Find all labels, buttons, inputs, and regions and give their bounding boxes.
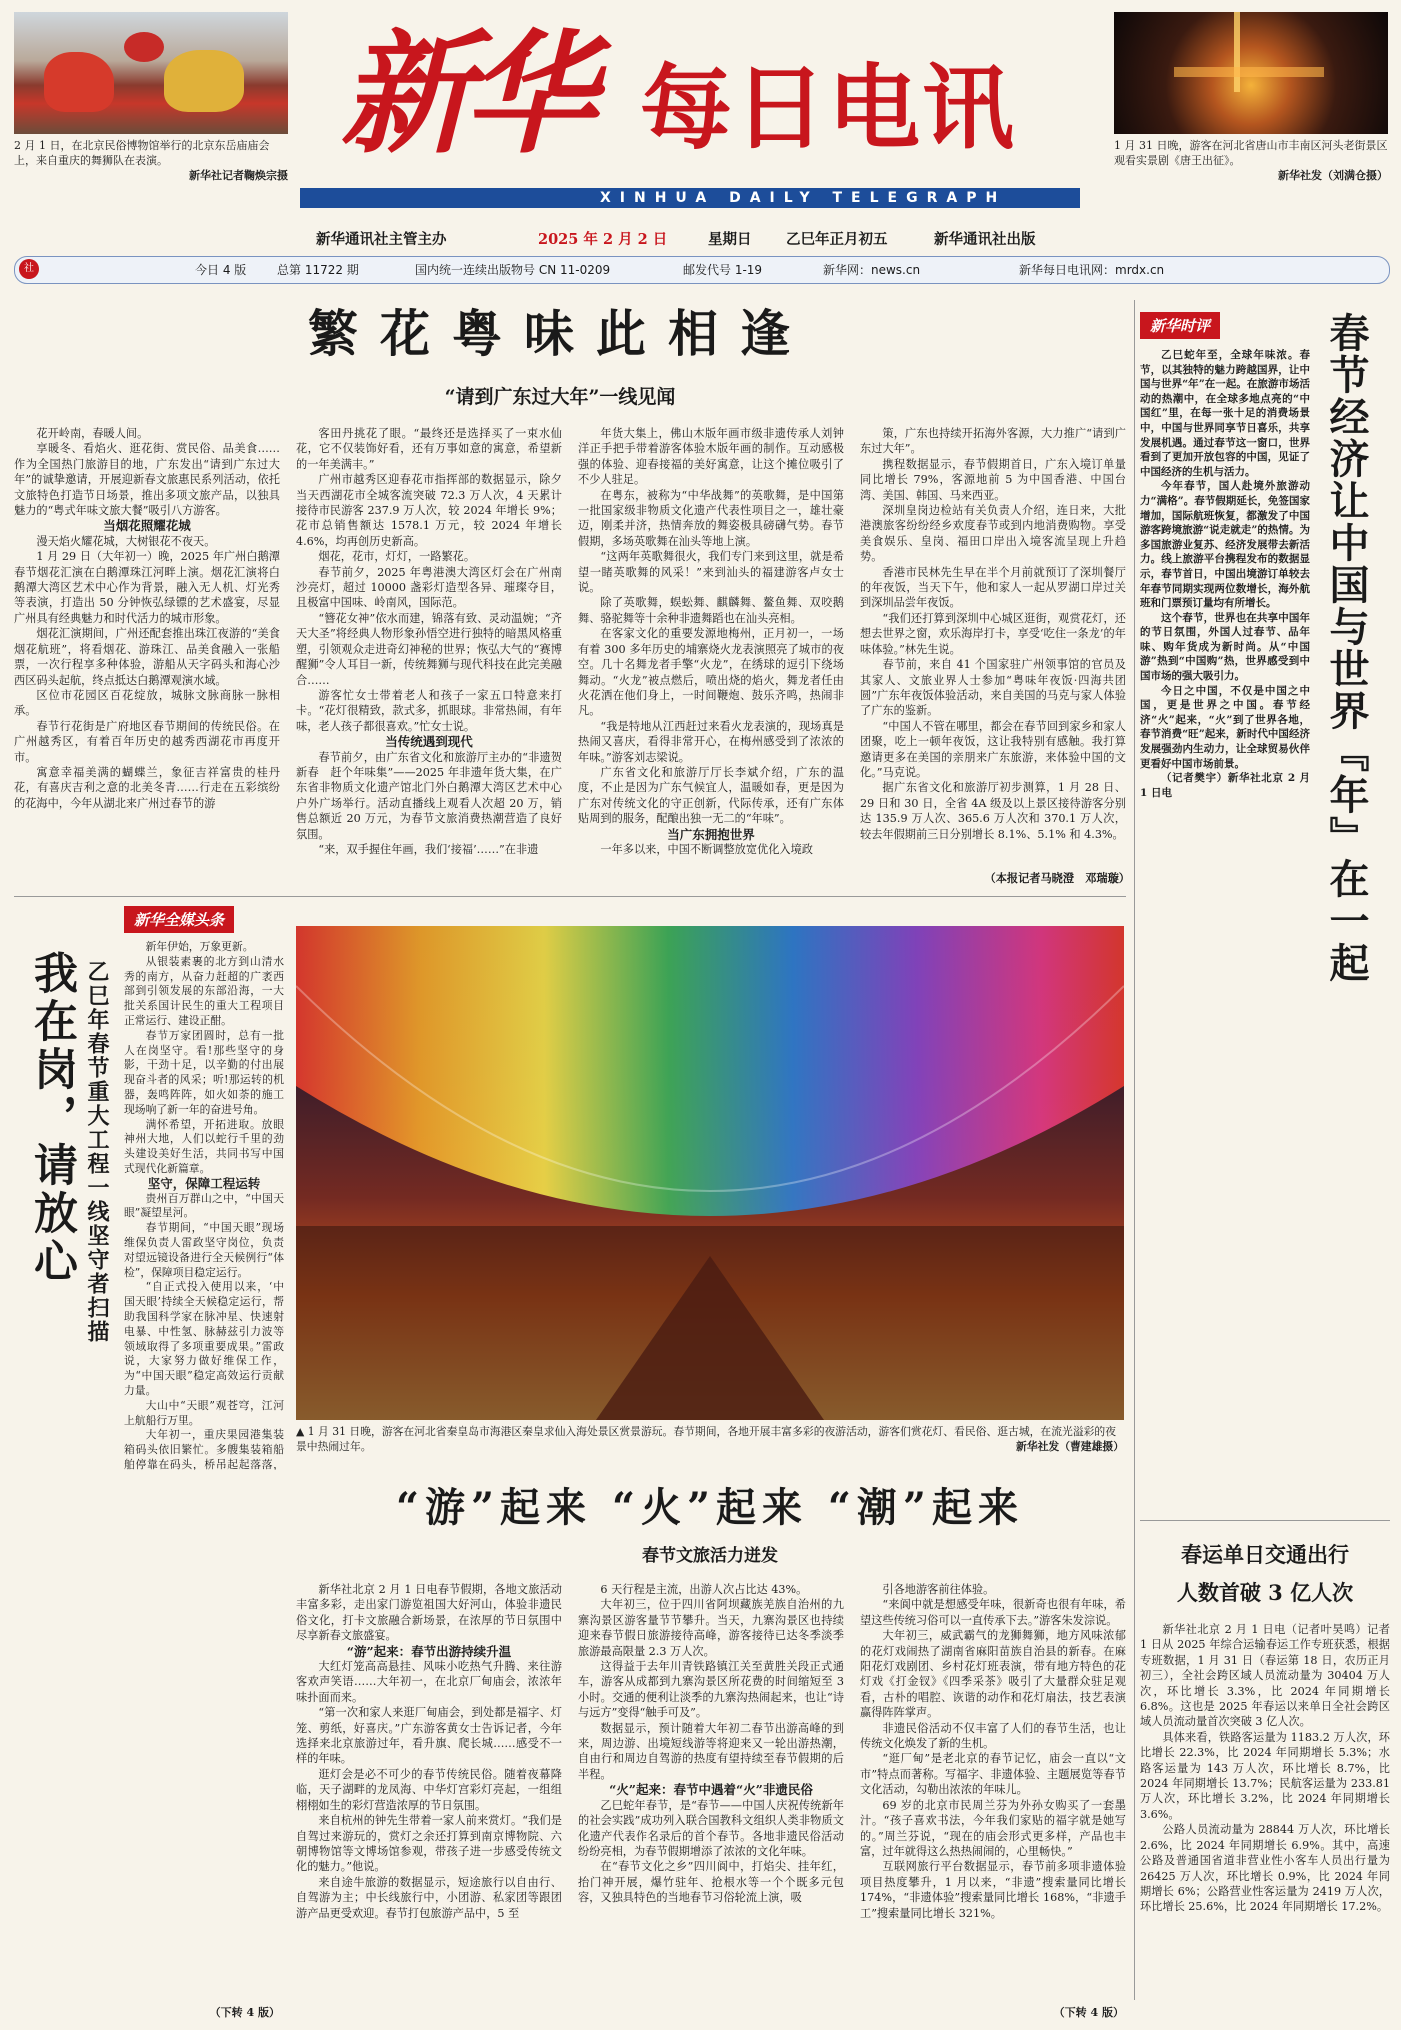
- info-pages: 今日 4 版: [195, 263, 247, 277]
- paragraph: 在粤东，被称为“中华战舞”的英歌舞，是中国第一批国家级非物质文化遗产代表性项目之一，雄壮豪迈，刚柔并济，热情奔放的舞姿极具磅礴气势。春节假期，多场英歌舞在汕头等地上演。: [578, 488, 844, 548]
- paragraph: 游客忙女士带着老人和孩子一家五口特意来打卡。“花灯很精致，款式多，抓眼球。非常热闹，有年味，老人孩子都很喜欢。”忙女士说。: [296, 688, 562, 733]
- paragraph: 大红灯笼高高悬挂、风味小吃热气升腾、来往游客欢声笑语……大年初一，在北京厂甸庙会，浓浓年味扑面而来。: [296, 1660, 562, 1704]
- paragraph: 广州市越秀区迎春花市指挥部的数据显示，除夕当天西湖花市全城客流突破 72.3 万人次，4 天累计接待市民游客 237.9 万人次，较 2024 年增长 9%；花市总销售额达 1578.1 万元，较 2024 年增长 4.6%，均再创历史新高。: [296, 473, 562, 548]
- tourism-title: “游”起来 “火”起来 “潮”起来: [396, 1484, 1024, 1531]
- info-mobile: 新华每日电讯网：mrdx.cn: [1019, 263, 1165, 277]
- masthead-english: XINHUA DAILY TELEGRAPH: [600, 190, 1007, 206]
- left-feature-tag: 新华全媒头条: [124, 906, 234, 933]
- paragraph: 大山中“天眼”观苍穹，江河上航船行万里。: [124, 1398, 284, 1427]
- tourism-col-1: [296, 1582, 562, 2022]
- tourism-jump: （下转 4 版）: [1053, 2006, 1124, 2019]
- paragraph: 今日之中国，不仅是中国之中国，更是世界之中国。春节经济“火”起来，“火”到了世界各地，春节消费“旺”起来，新时代中国经济发展强劲内生动力，让全球贸易伙伴更看好中国市场前景。: [1140, 684, 1310, 770]
- caption-text: 2 月 1 日，在北京民俗博物馆举行的北京东岳庙庙会上，来自重庆的舞狮队在表演。: [14, 139, 270, 167]
- info-issue: 总第 11722 期: [277, 263, 359, 277]
- paragraph: 数据显示，预计随着大年初二春节出游高峰的到来，周边游、出境短线游等将迎来又一轮出游热潮，自由行和周边自驾游的热度有望持续至春节假期的后半程。: [578, 1721, 844, 1781]
- paragraph: 深圳皇岗边检站有关负责人介绍，连日来，大批港澳旅客纷纷经乡欢度春节或到内地消费购物。享受美食娱乐、皇岗、福田口岸出入境客流呈现上升趋势。: [860, 504, 1126, 564]
- paragraph: 来自杭州的钟先生带着一家人前来赏灯。“我们是自驾过来游玩的，赏灯之余还打算到南京博物院、六朝博物馆等文博场馆参观，带孩子进一步感受传统文化的魅力。”他说。: [296, 1814, 562, 1874]
- section-subheading: “游”起来：春节出游持续升温: [346, 1643, 512, 1659]
- lead-col-4: [860, 426, 1126, 866]
- paragraph: 香港市民林先生早在半个月前就预订了深圳餐厅的年夜饭，当天下午，他和家人一起从罗湖口岸过关到深圳品尝年夜饭。: [860, 565, 1126, 610]
- info-post: 邮发代号 1-19: [683, 263, 763, 277]
- paragraph: “这两年英歌舞很火，我们专门来到这里，就是希望一睹英歌舞的风采！”来到汕头的福建游客卢女士说。: [578, 550, 844, 595]
- paragraph: 具体来看，铁路客运量为 1183.2 万人次，环比增长 22.3%，比 2024 年同期增长 5.3%；水路客运量为 143 万人次，环比增长 8.7%，比 2024 年同期增长 13.7%；民航客运量为 233.81 万人次，环比增长 3.2%，比 2024 年同期增长 3.6%。: [1140, 1730, 1390, 1821]
- paragraph: 春节行花街是广府地区春节期间的传统民俗。在广州越秀区，有着百年历史的越秀西湖花市再度开市。: [14, 719, 280, 764]
- paragraph: 6 天行程是主流，出游人次占比达 43%。: [600, 1583, 808, 1596]
- paragraph: 这个春节，世界也在共享中国年的节日氛围，外国人过春节、品年味、购年货成为新时尚。从“中国游”热到“中国购”热，世界感受到中国市场的强大吸引力。: [1140, 611, 1310, 683]
- paragraph: 除了英歌舞，蜈蚣舞、麒麟舞、鳌鱼舞、双咬鹅舞、骆驼舞等十余种非遗舞蹈也在汕头亮相。: [578, 596, 844, 625]
- left-feature-text-top: [124, 940, 284, 1470]
- paragraph: “来阆中就是想感受年味，很新奇也很有年味，希望这些传统习俗可以一直传承下去。”游客朱发淙说。: [860, 1598, 1126, 1627]
- center-photo: [296, 926, 1124, 1420]
- section-subheading: 坚守，保障工程运转: [147, 1175, 261, 1191]
- divider: [1140, 1520, 1390, 1521]
- paragraph: 满怀希望，开拓进取。放眼神州大地，人们以蛇行千里的劲头建设美好生活，共同书写中国式现代化新篇章。: [124, 1117, 284, 1175]
- paragraph: 新华社北京 2 月 1 日电春节假期，各地文旅活动丰富多彩，走出家门游览祖国大好河山，体验非遗民俗文化，打卡文旅融合新场景，在浓厚的节日氛围中尽享新春文旅盛宴。: [296, 1583, 562, 1643]
- paragraph: 1 月 29 日（大年初一）晚，2025 年广州白鹅潭春节烟花汇演在白鹅潭珠江河畔上演。烟花汇演将白鹅潭大湾区艺术中心作为背景，融入无人机、灯光秀等表演，打造出 50 分钟恢弘绿镖的艺术盛宴，尽显广州具有经典魅力和时代活力的城市形象。: [14, 550, 280, 625]
- paragraph: “逛厂甸”是老北京的春节记忆，庙会一直以“文市”特点而著称。写福字、非遗体验、主题展览等春节文化活动，勾勒出浓浓的年味儿。: [860, 1752, 1126, 1797]
- paragraph: “第一次和家人来逛厂甸庙会，到处都是福字、灯笼、剪纸，好喜庆。”广东游客黄女士告诉记者，今年选择来北京旅游过年，看升旗、爬长城……感受不一样的年味。: [296, 1706, 562, 1766]
- paragraph: 一年多以来，中国不断调整放宽优化入境政: [600, 842, 813, 856]
- paragraph: 享暖冬、看焰火、逛花街、赏民俗、品美食……作为全国热门旅游目的地，广东发出“请到广东过大年”的诚挚邀请，开展迎新春文旅惠民系列活动，依托文旅特色打造节日场景，推出多项文旅产品，以独具魅力的“粤式年味文旅大餐”吸引八方游客。: [14, 442, 280, 518]
- paragraph: 广东省文化和旅游厅厅长李斌介绍，广东的温度，不止是因为广东气候宜人，温暖如春，更是因为广东对传统文化的守正创新，代际传承，还有广东体贴周到的服务，配酿出独一无二的“年味”。: [578, 765, 844, 826]
- paragraph: 春节万家团圆时，总有一批人在岗坚守。看!那些坚守的身影，干劲十足，以辛勤的付出展现奋斗者的风采；听!那运转的机器，轰鸣阵阵，如火如荼的施工现场响了新一年的奋进号角。: [124, 1028, 284, 1116]
- paragraph: 据广东省文化和旅游厅初步测算，1 月 28 日、29 日和 30 日，全省 4A 级及以上景区接待游客分别达 135.9 万人次、365.6 万人次和 370.1 万人次，较去年假期前三日分别增长 8.1%、5.1% 和 4.3%。: [860, 781, 1126, 841]
- paragraph: 逛灯会是必不可少的春节传统民俗。随着夜幕降临，天子湖畔的龙凤海、中华灯宫彩灯亮起，一组组栩栩如生的彩灯营造浓厚的节日氛围。: [296, 1767, 562, 1812]
- lead-story-subtitle: “请到广东过大年”一线见闻: [444, 386, 676, 408]
- weekday: 星期日: [708, 231, 752, 248]
- transport-title-2: 人数首破 3 亿人次: [1176, 1580, 1354, 1605]
- transport-text: [1140, 1622, 1390, 2018]
- paragraph: “我是特地从江西赶过来看火龙表演的，现场真是热闹又喜庆，看得非常开心，在梅州感受到了浓浓的年味。”游客刘志梁说。: [578, 719, 844, 764]
- masthead-block-title: 每日电讯: [640, 55, 1017, 162]
- photo-credit: 新华社发（曹建雄摄）: [1016, 1440, 1124, 1453]
- paragraph: 互联网旅行平台数据显示，春节前多项非遗体验项目热度攀升，1 月以来，“非遗”搜索量同比增长 174%，“非遗体验”搜索量同比增长 168%，“非遗手工”搜索量同比增长 321%。: [860, 1860, 1126, 1920]
- lead-byline: （本报记者马晓澄 邓瑞璇）: [984, 871, 1130, 885]
- paragraph: 非遗民俗活动不仅丰富了人们的春节生活，也让传统文化焕发了新的生机。: [860, 1721, 1126, 1751]
- paragraph: 携程数据显示，春节假期首日，广东入境订单量同比增长 79%，客源地前 5 为中国香港、中国台湾、美国、韩国、马来西亚。: [860, 457, 1126, 502]
- center-photo-caption: [296, 1424, 1124, 1454]
- paragraph: 花开岭南，春暖人间。: [36, 427, 149, 440]
- top-left-photo-caption: [14, 138, 288, 183]
- paragraph: 在“春节文化之乡”四川阆中，打焰尖、挂年红，抬门神开展，爆竹驻年、抢根水等一个个既多元包容，又独具特色的当地春节习俗轮流上演，吸: [578, 1860, 844, 1905]
- paragraph: 春节前夕，2025 年粤港澳大湾区灯会在广州南沙亮灯，超过 10000 盏彩灯造型各异、璀璨夺目，且极富中国味、岭南风，国际范。: [296, 565, 562, 610]
- top-right-photo-caption: [1114, 138, 1388, 183]
- paragraph: 今年春节，国人赴境外旅游动力“满格”。春节假期延长，免签国家增加，国际航班恢复，都激发了中国游客跨境旅游“说走就走”的热情。为多国旅游业复苏、经济发展带去新活力。线上旅游平台携程发布的数据显示，春节首日，中国出境游订单较去年春节同期实现两位数增长，海外航班和门票预订量均有所增长。: [1140, 480, 1310, 610]
- paragraph: 漫天焰火耀花城，大树银花不夜天。: [36, 534, 216, 548]
- left-feature-title: 我在岗，请放心: [26, 950, 77, 1286]
- lunar-date: 乙巳年正月初五: [786, 231, 888, 248]
- divider: [1134, 300, 1135, 2000]
- section-subheading: 当广东拥抱世界: [667, 826, 755, 842]
- paragraph: 策，广东也持续开拓海外客源，大力推广“请到广东过大年”。: [860, 427, 1126, 456]
- issue-date: 2025 年 2 月 2 日: [538, 231, 668, 248]
- paragraph: 春节期间，“中国天眼”现场维保负责人雷政坚守岗位，负责对望远镜设备进行全天候例行“体检”，保障项目稳定运行。: [124, 1221, 284, 1279]
- paragraph: “我们还打算到深圳中心城区逛街，观赏花灯，还想去世界之窗，欢乐海岸打卡，享受‘吃住一条龙’的年味体验。”林先生说。: [860, 611, 1126, 656]
- paragraph: 乙巳蛇年春节，是“春节——中国人庆祝传统新年的社会实践”成功列入联合国教科文组织人类非物质文化遗产代表作名录后的首个春节。各地非遗民俗活动纷纷亮相，为春节假期增添了浓浓的文化年味。: [578, 1798, 844, 1858]
- lead-story-title: 繁花粤味此相逢: [308, 304, 812, 363]
- paragraph: 乙巳蛇年至，全球年味浓。春节，以其独特的魅力跨越国界，让中国与世界“年”在一起。在旅游市场活动的热潮中，在全球多地点亮的“中国红”里，在每一张十足的消费场景中，中国与世界同享节日喜乐，共享发展机遇。通过春节这一窗口，世界看到了更加开放包容的中国，见证了中国经济的生机与活力。: [1140, 349, 1310, 478]
- paragraph: 69 岁的北京市民周兰芬为外孙女购买了一套墨汁。“孩子喜欢书法，今年我们家贴的福字就是她写的。”周兰芬说，“现在的庙会形式更多样，产品也丰富，过年就得这么热热闹闹的，心里畅快。”: [860, 1798, 1126, 1858]
- paragraph: 大年初三，位于四川省阿坝藏族羌族自治州的九寨沟景区游客量节节攀升。当天，九寨沟景区也持续迎来春节假日旅游接待高峰，游客接待已达冬季淡季旅游最高限量 2.3 万人次。: [578, 1598, 844, 1658]
- paragraph: “中国人不管在哪里，都会在春节回到家乡和家人团聚，吃上一顿年夜饭，这让我特别有感触。我打算邀请更多在美国的亲朋来广东旅游，来体验中国的文化。”马克说。: [860, 719, 1126, 779]
- paragraph: 大年初三，威武霸气的龙狮舞狮，地方风味浓郁的花灯戏闹热了湖南省麻阳苗族自治县的新春。在麻阳花灯戏剧团、乡村花灯班表演，带有地方特色的花灯戏《打金钗》《四季采茶》吸引了大量群众驻足观看，古朴的唱腔、诙谐的动作和花灯扇法，技艺表演赢得阵阵掌声。: [860, 1629, 1126, 1720]
- transport-title-1: 春运单日交通出行: [1181, 1542, 1349, 1567]
- section-subheading: “火”起来：春节中遇着“火”非遗民俗: [609, 1782, 813, 1798]
- lead-col-1: [14, 426, 280, 880]
- paragraph: 寓意幸福美满的蝴蝶兰，象征吉祥富贵的桂丹花，有喜庆吉利之意的北美冬青……行走在五彩缤纷的花海中，今年从湖北来广州过春节的游: [14, 765, 280, 810]
- paragraph: 来自途牛旅游的数据显示，短途旅行以自由行、自驾游为主；中长线旅行中，小团游、私家团等跟团游产品更受欢迎。春节打包旅游产品中，5 至: [296, 1875, 562, 1920]
- info-web: 新华网：news.cn: [823, 263, 921, 277]
- paragraph: 引各地游客前往体验。: [882, 1583, 995, 1596]
- info-bar: [14, 256, 1390, 284]
- paragraph: 烟花汇演期间，广州还配套推出珠江夜游的“美食烟花航班”，将看烟花、游珠江、品美食融入一张船票，一次行程享多种体验，游船从天字码头和海心沙西区码头起航，终点抵达白鹅潭观演水域。: [14, 627, 280, 687]
- top-left-photo: [14, 12, 288, 134]
- paragraph: 新年伊始，万象更新。: [145, 940, 254, 953]
- paragraph: 这得益于去年川青铁路镇江关至黄胜关段正式通车，游客从成都到九寨沟景区所花费的时间缩短至 3 小时。交通的便利让淡季的九寨沟热闹起来，也让“诗与远方”变得“触手可及”。: [578, 1660, 844, 1720]
- paragraph: “来，双手握住年画，我们‘接福’……”在非遗: [318, 842, 539, 856]
- paragraph: 春节前夕，由广东省文化和旅游厅主办的“非遗贺新春 赶个年味集”——2025 年非遗年货大集，在广东省非物质文化遗产馆北门外白鹅潭大湾区艺术中心户外广场举行。活动直播线上观看人次超 20 万，销售总额近 20 万元，为春节文旅消费热潮营造了良好氛围。: [296, 750, 562, 841]
- paragraph: 在客家文化的重要发源地梅州，正月初一，一场有着 300 多年历史的埔寨烧火龙表演照亮了城市的夜空。几十名舞龙者手擎“火龙”，在绣球的逗引下绕场舞动。“火龙”被点燃后，喷出烧的焰火，舞龙者任由火花洒在他们身上，一时间鞭炮、鼓乐齐鸣，热闹非凡。: [578, 627, 844, 718]
- caption-text: 1 月 31 日晚，游客在河北省唐山市丰南区河头老街景区观看实景剧《唐王出征》。: [1114, 139, 1388, 167]
- commentary-title: 春节经济让中国与世界『年』在一起: [1323, 312, 1370, 984]
- paragraph: （记者樊宇）新华社北京 2 月 1 日电: [1140, 772, 1310, 799]
- tourism-subtitle: 春节文旅活力迸发: [642, 1546, 778, 1566]
- masthead-dateline: [316, 228, 1116, 250]
- paragraph: 新华社北京 2 月 1 日电（记者叶昊鸣）记者 1 日从 2025 年综合运输春运工作专班获悉，根据专班数据，1 月 31 日（春运第 18 日，农历正月初三），全社会跨区域人员流动量为 30404 万人次，环比增长 3.3%，比 2024 年同期增长 6.8%。这也是 2025 年春运以来单日全社会跨区域人员流动量首次突破 3 亿人次。: [1140, 1623, 1390, 1729]
- paragraph: 年货大集上，佛山木版年画市级非遗传承人刘钟洋正手把手带着游客体验木版年画的制作。互动感极强的体验、迎春接福的美好寓意，让这个摊位吸引了不少人驻足。: [578, 427, 844, 487]
- lead-col-2: [296, 426, 562, 880]
- caption-text: ▲ 1 月 31 日晚，游客在河北省秦皇岛市海港区秦皇求仙入海处景区赏景游玩。春节期间，各地开展丰富多彩的夜游活动，游客们赏花灯、看民俗、逛古城，在流光溢彩的夜景中热闹过年。: [296, 1425, 1117, 1453]
- photo-credit: 新华社记者鞠焕宗摄: [189, 169, 288, 182]
- center-photo-ribbons: [296, 926, 1124, 1420]
- masthead-logo: [300, 10, 1100, 210]
- publisher: 新华通讯社出版: [934, 231, 1036, 248]
- paragraph: 从银装素裹的北方到山清水秀的南方，从奋力赶超的广袤西部到引领发展的东部沿海，一大批关系国计民生的重大工程项目正常运行、建设正酣。: [124, 954, 284, 1027]
- commentary-text: [1140, 348, 1310, 1168]
- left-feature-jump: （下转 4 版）: [209, 2006, 280, 2019]
- paragraph: 春节前，来自 41 个国家驻广州领事馆的官员及其家人、文旅业界人士参加“粤味年夜饭·四海共团圆”广东年夜饭体验活动，来自美国的马克与家人体验了广东的鉴新。: [860, 658, 1126, 718]
- lead-col-3: [578, 426, 844, 880]
- divider: [14, 896, 1126, 897]
- photo-credit: 新华社发（刘满仓摄）: [1278, 169, 1388, 182]
- tourism-col-3: [860, 1582, 1126, 2000]
- tourism-col-2: [578, 1582, 844, 2022]
- section-subheading: 当烟花照耀花城: [103, 518, 191, 534]
- paragraph: “簪花女神”依水而建，锦落有致、灵动温婉；“齐天大圣”将经典人物形象孙悟空进行独特的暗黑风格重塑，引领观众走进奇幻神秘的世界；恢弘大气的“赛博醒狮”令人耳目一新，传统舞狮与现代科技在此完美融合……: [296, 611, 562, 687]
- xinhua-seal-icon: 社: [19, 259, 39, 279]
- paragraph: 客田丹挑花了眼。“最终还是选择买了一束水仙花，它不仅装饰好看，还有万事如意的寓意，希望新的一年美满丰。”: [296, 427, 562, 471]
- sponsor: 新华通讯社主管主办: [316, 231, 447, 248]
- info-cn: 国内统一连续出版物号 CN 11-0209: [415, 263, 611, 277]
- paragraph: 区位市花园区百花绽放，城脉文脉商脉一脉相承。: [14, 688, 280, 718]
- paragraph: 大年初一，重庆果园港集装箱码头依旧繁忙。多艘集装箱船舶停靠在码头，桥吊起起落落，: [124, 1428, 284, 1470]
- section-subheading: 当传统遇到现代: [385, 734, 473, 750]
- top-right-photo: [1114, 12, 1388, 134]
- paragraph: “自正式投入使用以来，‘中国天眼’持续全天候稳定运行，帮助我国科学家在脉冲星、快速射电暴、中性氢、脉赫兹引力波等领域取得了多项重要成果。”雷政说，大家努力做好维保工作，为“中国天眼”稳定高效运行贡献力量。: [124, 1280, 284, 1397]
- commentary-tag: 新华时评: [1140, 312, 1220, 339]
- left-feature-subtitle: 乙巳年春节重大工程一线坚守者扫描: [84, 960, 110, 1344]
- paragraph: 烟花，花市，灯灯，一路繁花。: [318, 550, 476, 564]
- paragraph: 公路人员流动量为 28844 万人次，环比增长 2.6%，比 2024 年同期增长 6.9%。其中，高速公路及普通国省道非营业性小客车人员出行量为 26425 万人次，环比增长 0.9%，比 2024 年同期增长 6%；公路营业性客运量为 2419 万人次，环比增长 25.6%，比 2024 年同期增长 17.2%。: [1140, 1823, 1390, 1914]
- paragraph: 贵州百万群山之中，“中国天眼”凝望星河。: [124, 1191, 284, 1220]
- masthead-cursive-title: 新华: [340, 17, 588, 172]
